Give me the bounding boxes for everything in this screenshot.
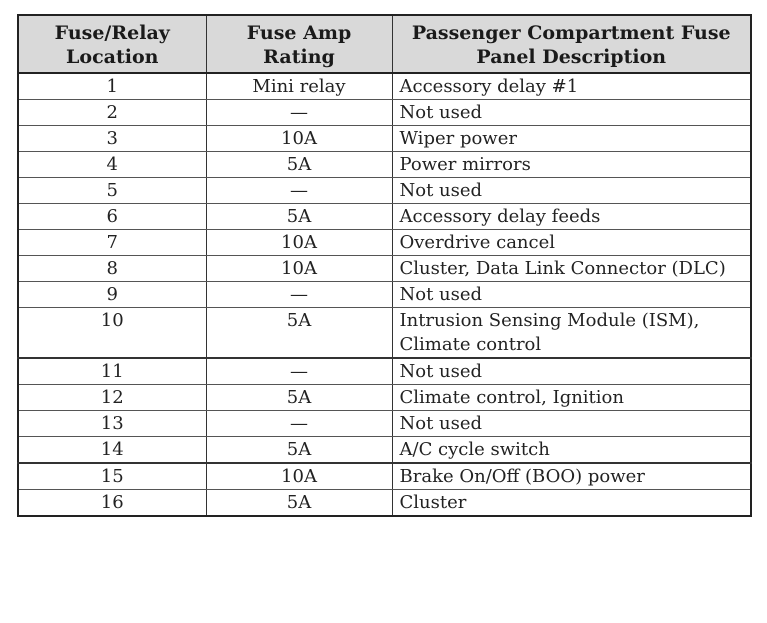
table-row <box>18 308 751 359</box>
cell-description: Accessory delay feeds <box>392 204 751 230</box>
table-row <box>18 100 751 126</box>
cell-description: Accessory delay #1 <box>392 73 751 100</box>
cell-description: Not used <box>392 100 751 126</box>
cell-rating: — <box>206 178 392 204</box>
cell-description: Brake On/Off (BOO) power <box>392 463 751 490</box>
cell-location: 4 <box>18 152 206 178</box>
cell-description: Wiper power <box>392 126 751 152</box>
cell-rating: 5A <box>206 385 392 411</box>
cell-rating: 5A <box>206 490 392 517</box>
cell-location: 10 <box>18 308 206 359</box>
cell-rating: 10A <box>206 126 392 152</box>
table-row <box>18 178 751 204</box>
cell-rating: 10A <box>206 256 392 282</box>
cell-description: Cluster <box>392 490 751 517</box>
table-row <box>18 230 751 256</box>
cell-rating: 5A <box>206 152 392 178</box>
cell-location: 13 <box>18 411 206 437</box>
header-description: Passenger Compartment Fuse Panel Description <box>392 15 751 73</box>
cell-rating: 5A <box>206 308 392 359</box>
cell-location: 15 <box>18 463 206 490</box>
cell-description: Not used <box>392 358 751 385</box>
cell-rating: 10A <box>206 463 392 490</box>
cell-location: 9 <box>18 282 206 308</box>
cell-rating: Mini relay <box>206 73 392 100</box>
cell-location: 8 <box>18 256 206 282</box>
table-row <box>18 204 751 230</box>
table-row <box>18 385 751 411</box>
cell-location: 5 <box>18 178 206 204</box>
cell-rating: 5A <box>206 204 392 230</box>
cell-rating: 5A <box>206 437 392 464</box>
table-body <box>18 73 751 516</box>
table-row <box>18 490 751 517</box>
table-row <box>18 411 751 437</box>
fuse-panel-table <box>17 14 752 517</box>
table-header <box>18 15 751 73</box>
cell-location: 1 <box>18 73 206 100</box>
cell-location: 14 <box>18 437 206 464</box>
cell-description: A/C cycle switch <box>392 437 751 464</box>
cell-location: 12 <box>18 385 206 411</box>
cell-rating: — <box>206 100 392 126</box>
cell-description: Climate control, Ignition <box>392 385 751 411</box>
header-location: Fuse/Relay Location <box>18 15 206 73</box>
cell-description: Intrusion Sensing Module (ISM), Climate control <box>392 308 751 359</box>
cell-rating: — <box>206 358 392 385</box>
table-row <box>18 152 751 178</box>
cell-location: 2 <box>18 100 206 126</box>
table-row <box>18 282 751 308</box>
cell-description: Overdrive cancel <box>392 230 751 256</box>
cell-rating: — <box>206 411 392 437</box>
cell-location: 3 <box>18 126 206 152</box>
cell-description: Cluster, Data Link Connector (DLC) <box>392 256 751 282</box>
table-row <box>18 256 751 282</box>
cell-location: 11 <box>18 358 206 385</box>
header-row <box>18 15 751 73</box>
header-amp-rating: Fuse Amp Rating <box>206 15 392 73</box>
cell-location: 7 <box>18 230 206 256</box>
cell-rating: 10A <box>206 230 392 256</box>
cell-description: Not used <box>392 282 751 308</box>
table-row <box>18 358 751 385</box>
table-row <box>18 463 751 490</box>
table-row <box>18 126 751 152</box>
cell-rating: — <box>206 282 392 308</box>
table-row <box>18 437 751 464</box>
cell-location: 6 <box>18 204 206 230</box>
cell-description: Not used <box>392 178 751 204</box>
cell-location: 16 <box>18 490 206 517</box>
cell-description: Power mirrors <box>392 152 751 178</box>
cell-description: Not used <box>392 411 751 437</box>
table-row <box>18 73 751 100</box>
